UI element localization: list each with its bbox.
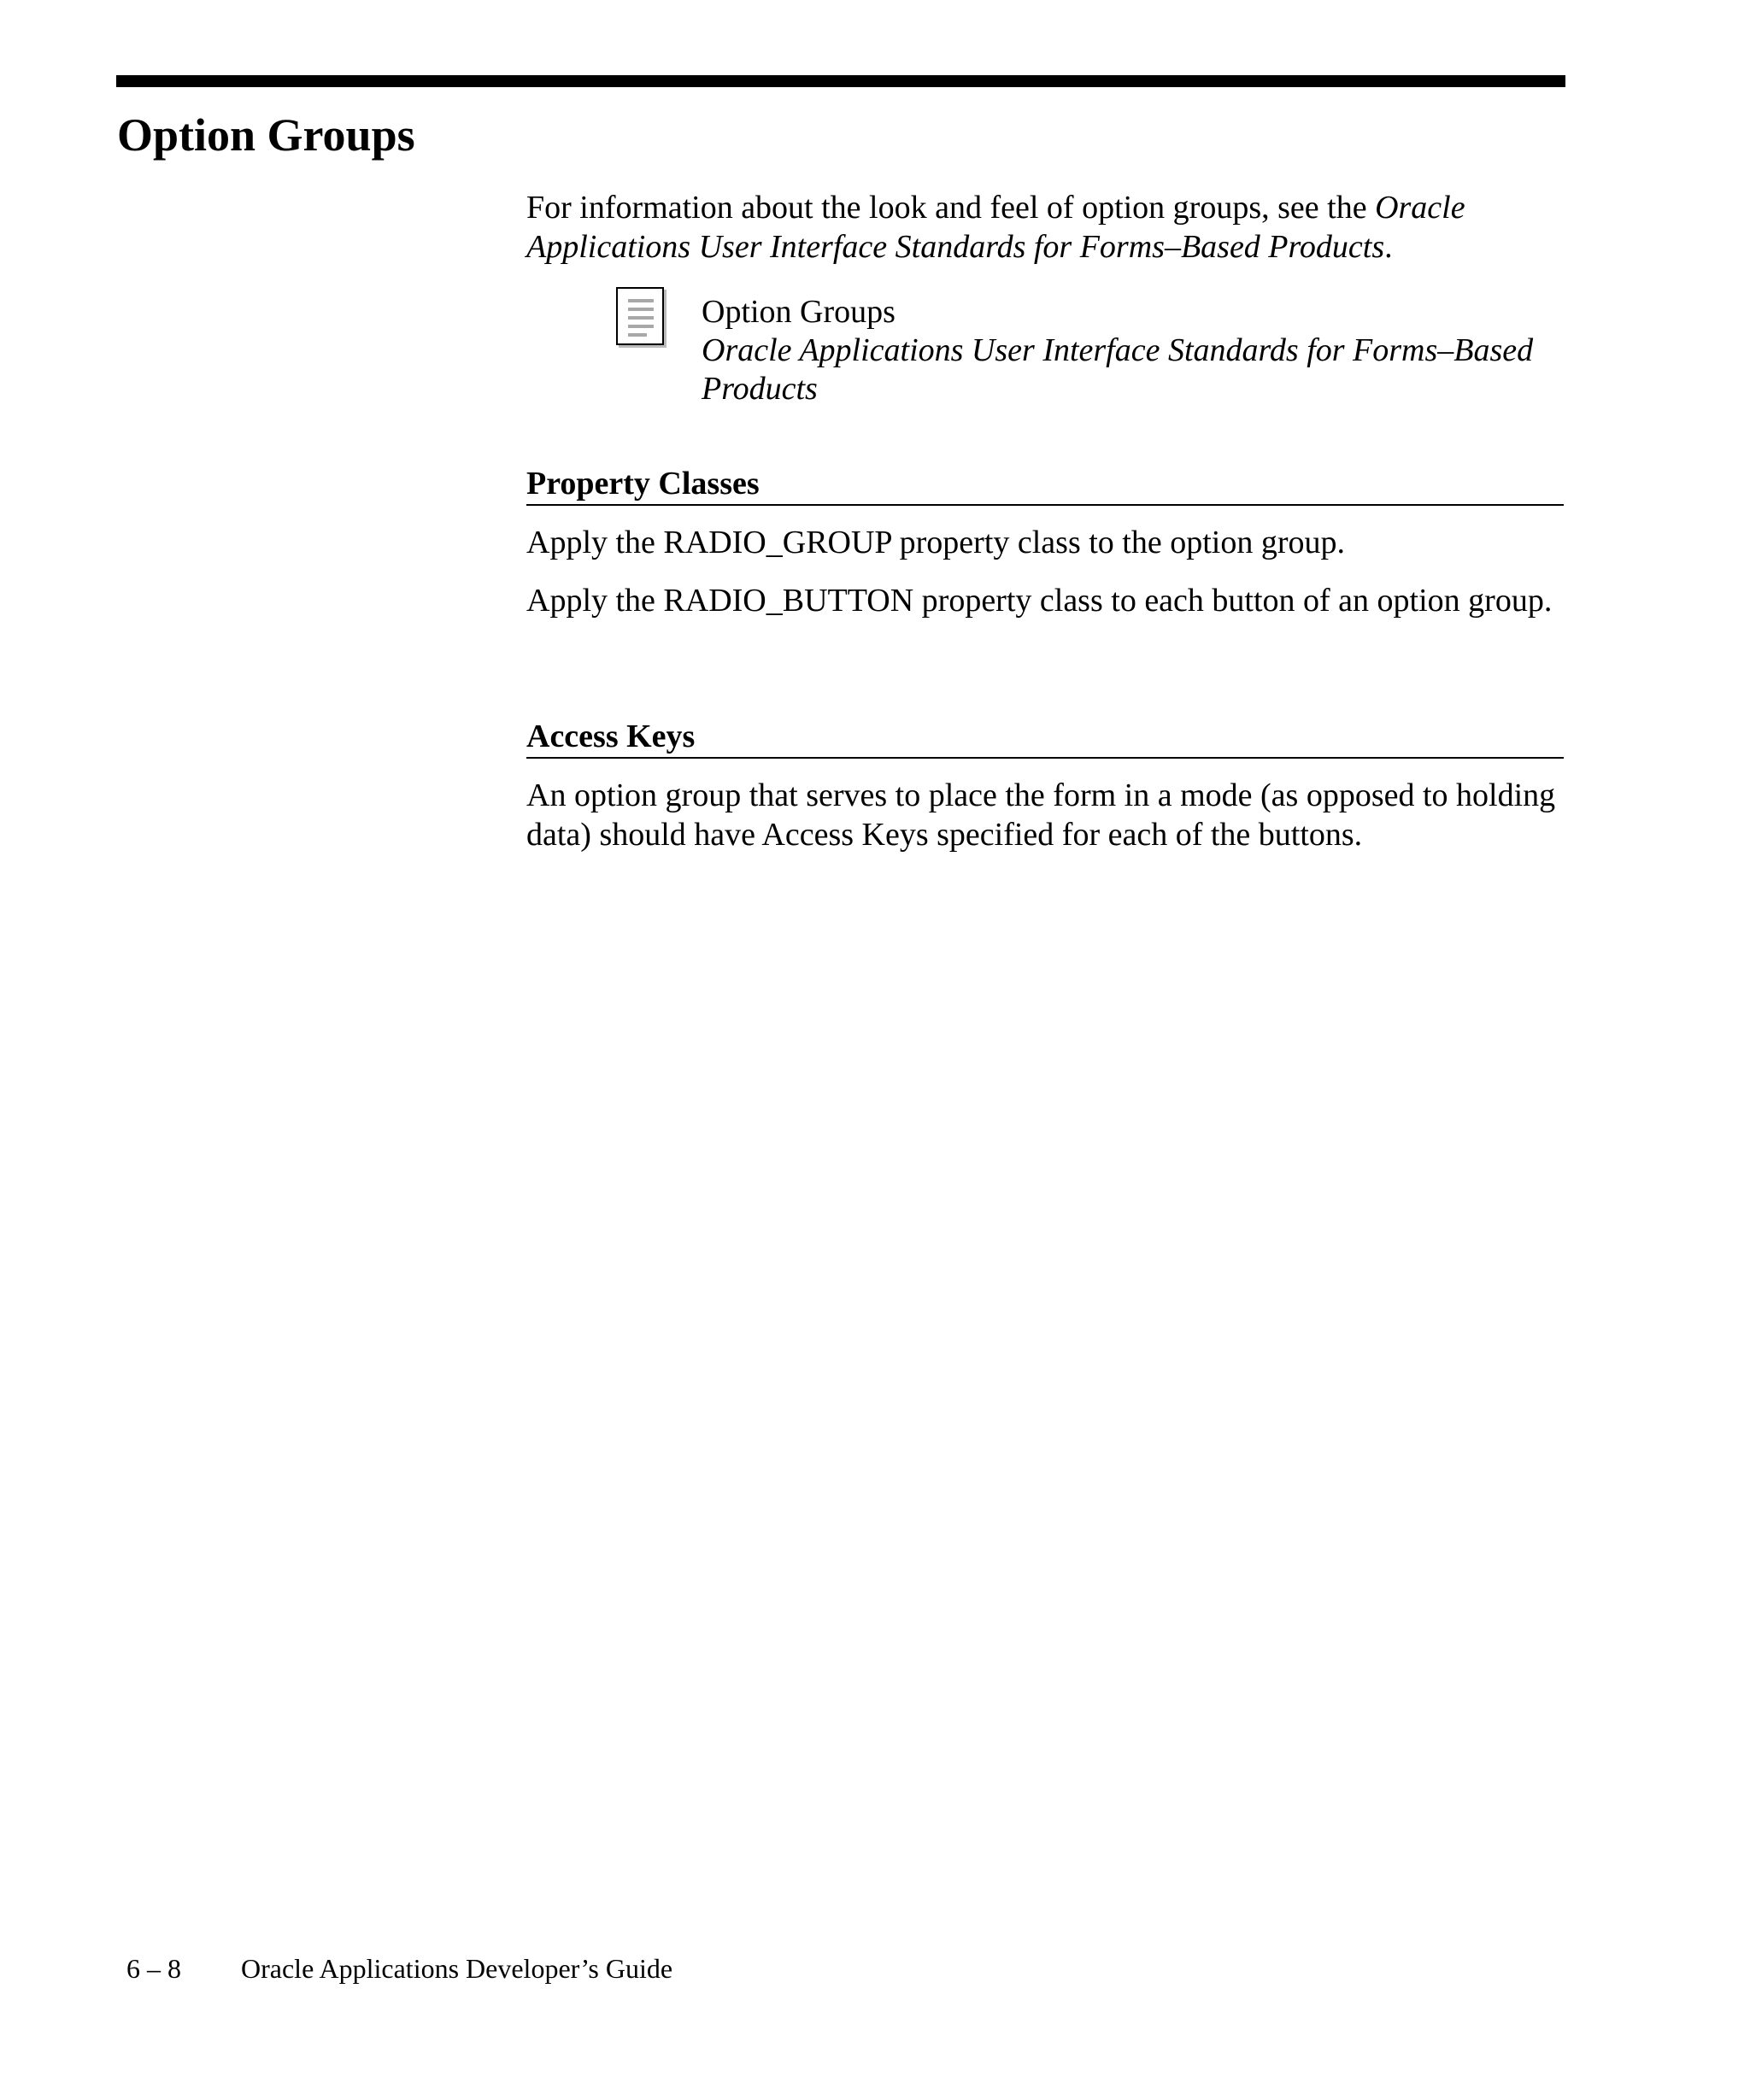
footer-book-title: Oracle Applications Developer’s Guide: [241, 1953, 673, 1984]
paragraph: Apply the RADIO_GROUP property class to the option group.: [526, 525, 1345, 560]
page-footer: [126, 1951, 672, 1986]
page-title: Option Groups: [117, 109, 415, 161]
section-heading-text: Property Classes: [526, 466, 760, 502]
top-rule: [116, 75, 1565, 87]
reference-topic: Option Groups: [702, 294, 896, 330]
page-number: 6 – 8: [126, 1953, 181, 1984]
cross-reference: [702, 293, 1565, 408]
intro-text-end: .: [1384, 229, 1393, 265]
section-heading-access-keys: [526, 718, 1564, 759]
section-heading-text: Access Keys: [526, 719, 696, 754]
paragraph: Apply the RADIO_BUTTON property class to each button of an option group.: [526, 583, 1553, 619]
intro-text: For information about the look and feel of option groups, see the: [526, 190, 1376, 226]
intro-paragraph: [526, 188, 1564, 267]
document-icon: [616, 287, 664, 345]
paragraph: An option group that serves to place the form in a mode (as opposed to holding data) should have Access Keys specified for each of the buttons.: [526, 777, 1556, 853]
reference-book: Oracle Applications User Interface Standards for Forms–Based Products: [702, 332, 1534, 407]
section-heading-property-classes: [526, 465, 1564, 506]
intro-book-title: Oracle Applications User Interface Standards for Forms–Based Products: [526, 190, 1465, 265]
